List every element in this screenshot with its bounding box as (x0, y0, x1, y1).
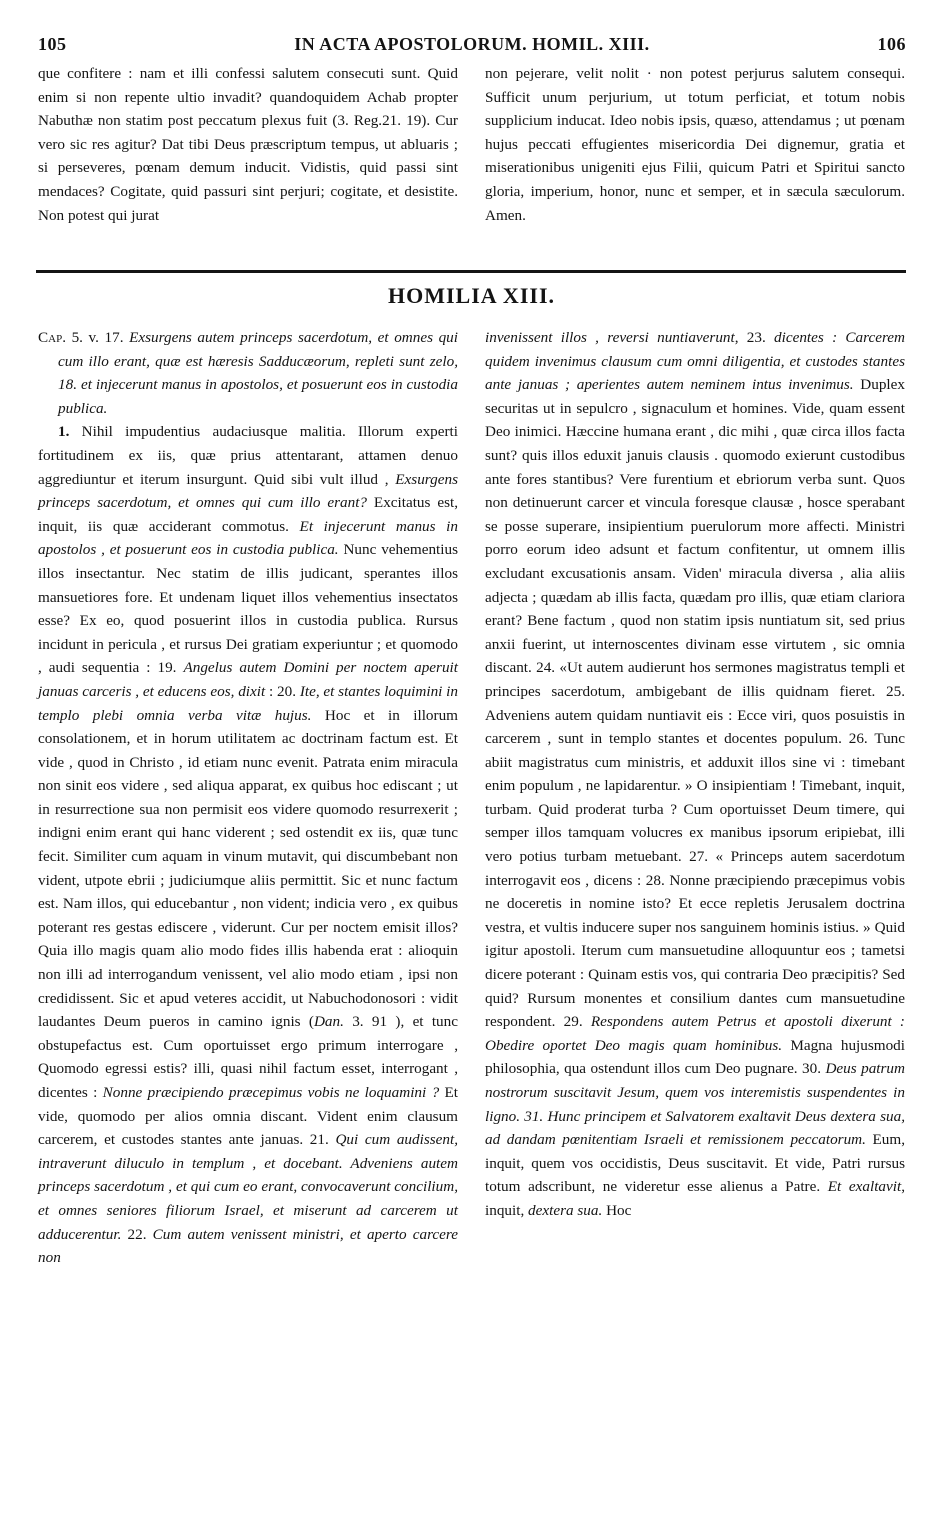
chapter-reference: 5. v. 17. (66, 329, 130, 346)
text-run: , 23. (734, 329, 775, 346)
main-right-column (485, 326, 905, 1223)
quotation: Et exaltavit (827, 1178, 902, 1196)
quotation: Et injecerunt manus in apostolos , et posuerunt eos in custodia publica. (38, 517, 458, 559)
top-right-column (485, 62, 905, 227)
citation: Dan. (313, 1013, 344, 1031)
text-run: 3. 91 ), et tunc obstupefactus est. Cum oportuisset ergo primum interrogare , Quomodo egressi estis? illi, quasi nihil factum esset, interrogant , dicentes : (38, 1013, 458, 1101)
text-run: Hoc et in illorum consolationem, et in horum utilitatem ac doctrinam factum est. Et vide , quod in Christo , id etiam nunc evenit. Patrata enim miracula non sinit eos videre , sed aliqua apparat, ex quibus hoc ediscant ; ut in resurrectione sua non permisit eos videre quomodo resurrexerit ; indigni enim erant qui hanc viderent ; sed ostendit ex iis, quæ tunc fecit. Similiter cum aquam in vinum mutavit, qui discumbebant non vident, utpote ebrii ; judiciumque aliis permittit. Sic et nunc factum est. Nam illos, qui educebantur , non vident; indicia vero , ex quibus poterant res gestas ediscere , viderunt. Cur per noctem emisit illos? Quia illo magis quam alio modo fides illis habenda erat : alioquin non illi ad interrogandum venissent, vel alio modo etiam , ipsi non credidissent. Sic et apud veteres accidit, ut Nabuchodonosori : vidit laudantes Deum pueros in camino ignis ( (38, 706, 458, 1031)
quotation: dextera sua. (528, 1201, 603, 1219)
top-right-paragraph: non pejerare, velit nolit · non potest perjurus salutem consequi. Sufficit unum perjurium, ut totum perficiat, et totum nobis supplicium inducat. Ideo nobis ipsis, quæso, attendamus ; ut pœnam hujus peccati effugientes misericordia Dei dignemur, gratia et miserationibus unigeniti ejus Filii, quicum Patri et Spiritui sancto gloria, imperium, honor, nunc et semper, et in sæcula sæculorum. Amen. (485, 65, 905, 224)
running-title: IN ACTA APOSTOLORUM. HOMIL. XIII. (294, 34, 650, 54)
text-run: Eum, inquit, quem vos occidistis, Deus suscitavit. Et vide, Patri rursus totum adscribunt, ne videretur esse alienus a Patre. (485, 1131, 905, 1196)
quotation: Nonne præcipiendo præcepimus vobis ne loquamini ? (102, 1084, 440, 1101)
quotation: Deus patrum nostrorum suscitavit Jesum, quem vos interemistis suspendentes in ligno. 31. Hunc principem et Salvatorem exaltavit Deus dextera sua, ad dandam pœnitentiam Israeli et remissionem peccatorum. (485, 1060, 905, 1149)
section-number: 1. (58, 423, 70, 441)
text-run: 22. (121, 1225, 153, 1243)
quotation: invenissent illos , reversi nuntiaverunt (485, 329, 735, 346)
page-number-right: 106 (877, 34, 906, 54)
text-run: Duplex securitas ut in sepulcro , signaculum et homines. Vide, quam essent Deo inimici. Hæccine humana erant , dic mihi , quæ circa illos facta sunt? quis illos eduxit januis clausis . quomodo exierunt custodibus ante fores stantibus? Vere furentium et ebriorum verba sunt. Quos non detinuerunt carcer et vincula foresque clausæ , hosce sperabant se posse superare, insipientium puerulorum more affecti. Ministri porro eorum ideo adsunt et factum confitentur, ut omnem illis excludant excusationis ansam. Viden' miracula diversa , alia aliis adjecta ; quædam ab illis facta, quædam pro illis, quæ etiam clariora erant? Bene factum , quod non statim ipsis nuntiatum sit, sed prius anxii fuerint, ut internoscentes divinam esse virtutem , sic omnia discant. 24. «Ut autem audierunt hos sermones magistratus templi et principes sacerdotum, ambigebant de illis quidnam fieret. 25. Adveniens autem quidam nuntiavit eis : Ecce viri, quos posuistis in carcerem , sunt in templo stantes et docentes populum. 26. Tunc abiit magistratus cum ministris, et adduxit illos sine vi : timebant enim populum , ne lapidarentur. » O insipientiam ! Timebant, inquit, turbam. Quid proderat turba ? Cum oportuisset Deum timere, qui semper illos tamquam volucres ex manibus ipsorum eripiebat, illi vero potius turbam metuebant. 27. « Princeps autem sacerdotum interrogavit eos , dicens : 28. Nonne præcipiendo præcepimus vobis ne doceretis in nomine isto? Et ecce repletis Jerusalem doctrina vestra, et vultis inducere super nos sanguinem hominis istius. » Quid igitur apostoli. Iterum cum mansuetudine alloquuntur eos ; tametsi dicere poterant : Quinam estis vos, qui contraria Deo præcipitis? Sed quid? Rursum monentes et consilium dantes cum mansuetudine respondent. 29. (485, 376, 905, 1031)
section-1-paragraph (38, 420, 458, 1269)
chapter-label: Cap. (38, 329, 66, 346)
text-run: : 20. (265, 682, 300, 700)
quotation: Ite, et stantes loquimini in templo plebi omnia verba vitæ hujus. (38, 682, 458, 724)
text-run: Magna hujusmodi philosophia, qua ostendunt illos cum Deo pugnare. 30. (485, 1036, 905, 1078)
running-header (38, 34, 906, 60)
text-run: Hoc (602, 1201, 632, 1219)
quotation: dicentes : Carcerem quidem invenimus clausum cum omni diligentia, et custodes stantes ante januas ; aperientes autem neminem intus invenimus. (485, 329, 905, 394)
homily-title: HOMILIA XIII. (387, 283, 556, 308)
text-run: Excitatus est, inquit, iis quæ acciderant commotus. (38, 494, 458, 535)
top-left-paragraph: que confitere : nam et illi confessi salutem consecuti sunt. Quid enim si non repente ultio invadit? quandoquidem Achab propter Nabuthæ non statim post peccatum plexus fuit (3. Reg.21. 19). Cur vero sic res agitur? Dat tibi Deus præscriptum tempus, ut abluaris ; si perseveres, pœnam demum inducit. Vidistis, quid passi sint mendaces? Cogitate, quid passuri sint perjuri; cogitate, et desistite. Non potest qui jurat (38, 65, 458, 224)
quotation: Cum autem venissent ministri, et aperto carcere non (38, 1225, 458, 1267)
chapter-verse-heading (38, 326, 458, 420)
quotation: Qui cum audissent, intraverunt diluculo in templum , et docebant. Adveniens autem princeps sacerdotum , et qui cum eo erant, convocaverunt concilium, et omnes seniores filiorum Israel, et miserunt ad carcerem ut adducerentur. (38, 1131, 459, 1243)
text-run: , inquit, (485, 1178, 905, 1219)
continued-paragraph (485, 326, 905, 1223)
quotation: Respondens autem Petrus et apostoli dixerunt : Obedire oportet Deo magis quam hominibus. (485, 1013, 905, 1054)
text-run: Et vide, quomodo per alios omnia discant. Vident enim clausum carcerem, et custodes stantes ante januas. 21. (38, 1084, 458, 1149)
main-left-column (38, 326, 458, 1270)
top-left-column (38, 62, 458, 227)
text-run: Nunc vehementius illos insectantur. Nec statim de illis judicant, sperantes illos mansuetiores fore. Et undenam liquet illos vehementius insectatos esse? Ex eo, quod posuerint illos in custodia publica. Rursus incidunt in pericula , et rursus Dei gratiam experiuntur ; et quomodo , audi sequentia : 19. (38, 541, 458, 677)
page-number-left: 105 (38, 34, 67, 54)
quotation: Angelus autem Domini per noctem aperuit januas carceris , et educens eos, dixit (38, 659, 458, 700)
quotation: Exsurgens princeps sacerdotum, et omnes qui cum illo erant? (38, 470, 458, 512)
section-rule (36, 270, 906, 273)
chapter-quotation: Exsurgens autem princeps sacerdotum, et omnes qui cum illo erant, quæ est hæresis Sadducæorum, repleti sunt zelo, 18. et injecerunt manus in apostolos, et posuerunt eos in custodia publica. (58, 329, 458, 417)
text-run: Nihil impudentius audaciusque malitia. Illorum experti fortitudinem ex iis, quæ prius attentarant, attamen denuo aggrediuntur et iterum insurgunt. Quid sibi vult illud , (38, 423, 458, 488)
